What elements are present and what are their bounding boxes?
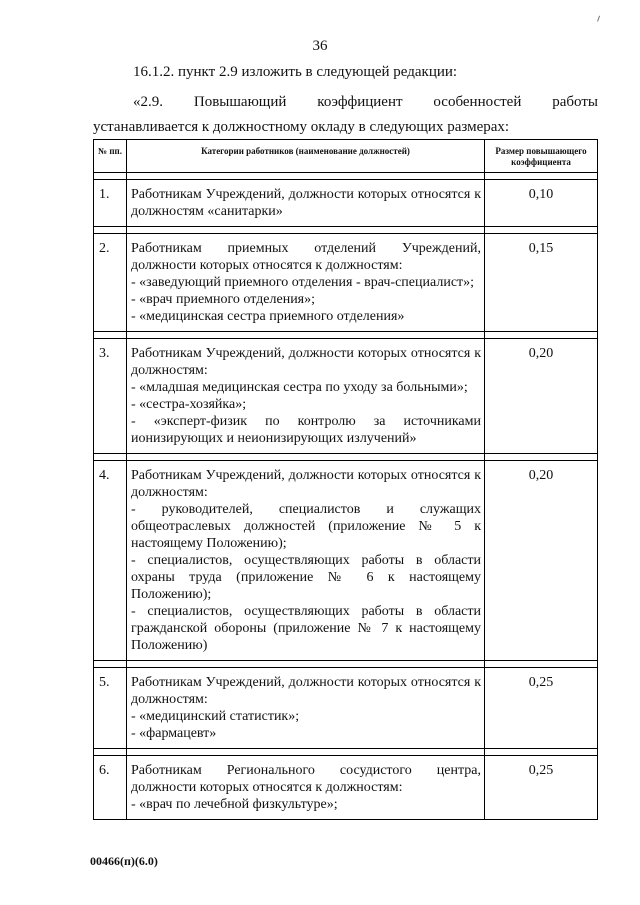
category-line: - «эксперт-физик по контролю за источниками ионизирующих и неионизирующих излучений» xyxy=(131,414,481,446)
separator-cell xyxy=(127,173,485,180)
document-code: 00466(п)(6.0) xyxy=(90,854,158,868)
table-body xyxy=(94,173,598,820)
row-coefficient: 0,15 xyxy=(485,234,598,332)
row-category xyxy=(127,461,485,661)
row-category xyxy=(127,234,485,332)
category-line: Работникам Учреждений, должности которых относятся к должностям «санитарки» xyxy=(131,187,481,219)
row-category xyxy=(127,668,485,749)
category-line: - «врач приемного отделения»; xyxy=(131,292,316,307)
separator-cell xyxy=(127,454,485,461)
category-line: - «фармацевт» xyxy=(131,726,217,741)
table-row xyxy=(94,339,598,454)
table-row xyxy=(94,180,598,227)
table-row xyxy=(94,234,598,332)
separator-cell xyxy=(127,661,485,668)
separator-cell xyxy=(485,332,598,339)
clause-line-2: устанавливается к должностному окладу в следующих размерах: xyxy=(93,119,510,135)
category-line: Работникам приемных отделений Учреждений, должности которых относятся к должностям: xyxy=(131,241,481,273)
category-line: - специалистов, осуществляющих работы в области гражданской обороны (приложение № 7 к настоящему Положению) xyxy=(131,604,481,653)
table-row xyxy=(94,668,598,749)
table-row xyxy=(94,461,598,661)
header-category: Категории работников (наименование должностей) xyxy=(127,140,485,173)
separator-cell xyxy=(94,454,127,461)
category-line: - «заведующий приемного отделения - врач-специалист»; xyxy=(131,275,475,290)
row-separator xyxy=(94,227,598,234)
clause-word: коэффициент xyxy=(317,94,403,110)
row-coefficient: 0,25 xyxy=(485,756,598,820)
separator-cell xyxy=(127,749,485,756)
page-number: 36 xyxy=(312,38,328,54)
row-coefficient: 0,20 xyxy=(485,461,598,661)
separator-cell xyxy=(94,749,127,756)
category-line: - «сестра-хозяйка»; xyxy=(131,397,247,412)
clause-word: работы xyxy=(552,94,598,110)
row-separator xyxy=(94,332,598,339)
intro-paragraph: 16.1.2. пункт 2.9 изложить в следующей редакции: xyxy=(133,64,458,80)
clause-paragraph xyxy=(93,90,598,140)
row-coefficient: 0,20 xyxy=(485,339,598,454)
separator-cell xyxy=(127,332,485,339)
header-coefficient: Размер повышающего коэффициента xyxy=(485,140,598,173)
row-number: 2. xyxy=(94,234,127,332)
category-line: Работникам Учреждений, должности которых относятся к должностям: xyxy=(131,468,481,500)
table-header-row xyxy=(94,140,598,173)
separator-cell xyxy=(485,454,598,461)
separator-cell xyxy=(94,332,127,339)
separator-cell xyxy=(485,661,598,668)
category-line: - «младшая медицинская сестра по уходу за больными»; xyxy=(131,380,468,395)
separator-cell xyxy=(485,227,598,234)
row-coefficient: 0,10 xyxy=(485,180,598,227)
row-number: 3. xyxy=(94,339,127,454)
row-separator xyxy=(94,749,598,756)
scan-mark xyxy=(597,16,602,23)
coefficient-table xyxy=(93,139,598,820)
row-category xyxy=(127,756,485,820)
category-line: - руководителей, специалистов и служащих общеотраслевых должностей (приложение № 5 к настоящему Положению); xyxy=(131,502,481,551)
category-line: Работникам Регионального сосудистого центра, должности которых относятся к должностям: xyxy=(131,763,481,795)
row-number: 1. xyxy=(94,180,127,227)
separator-cell xyxy=(485,173,598,180)
category-line: - «медицинский статистик»; xyxy=(131,709,300,724)
separator-cell xyxy=(94,173,127,180)
separator-cell xyxy=(94,227,127,234)
clause-word: Повышающий xyxy=(193,94,287,110)
separator-cell xyxy=(485,749,598,756)
category-line: - специалистов, осуществляющих работы в области охраны труда (приложение № 6 к настоящему Положению); xyxy=(131,553,481,602)
row-separator xyxy=(94,173,598,180)
category-line: - «медицинская сестра приемного отделения» xyxy=(131,309,405,324)
category-line: Работникам Учреждений, должности которых относятся к должностям: xyxy=(131,346,481,378)
table-row xyxy=(94,756,598,820)
category-line: Работникам Учреждений, должности которых относятся к должностям: xyxy=(131,675,481,707)
row-separator xyxy=(94,661,598,668)
category-line: - «врач по лечебной физкультуре»; xyxy=(131,797,338,812)
row-separator xyxy=(94,454,598,461)
separator-cell xyxy=(127,227,485,234)
row-category xyxy=(127,339,485,454)
row-number: 5. xyxy=(94,668,127,749)
separator-cell xyxy=(94,661,127,668)
row-category xyxy=(127,180,485,227)
row-coefficient: 0,25 xyxy=(485,668,598,749)
clause-word: «2.9. xyxy=(133,94,163,110)
row-number: 6. xyxy=(94,756,127,820)
header-number: № пп. xyxy=(94,140,127,173)
row-number: 4. xyxy=(94,461,127,661)
clause-word: особенностей xyxy=(433,94,522,110)
clause-line-1 xyxy=(93,90,598,115)
